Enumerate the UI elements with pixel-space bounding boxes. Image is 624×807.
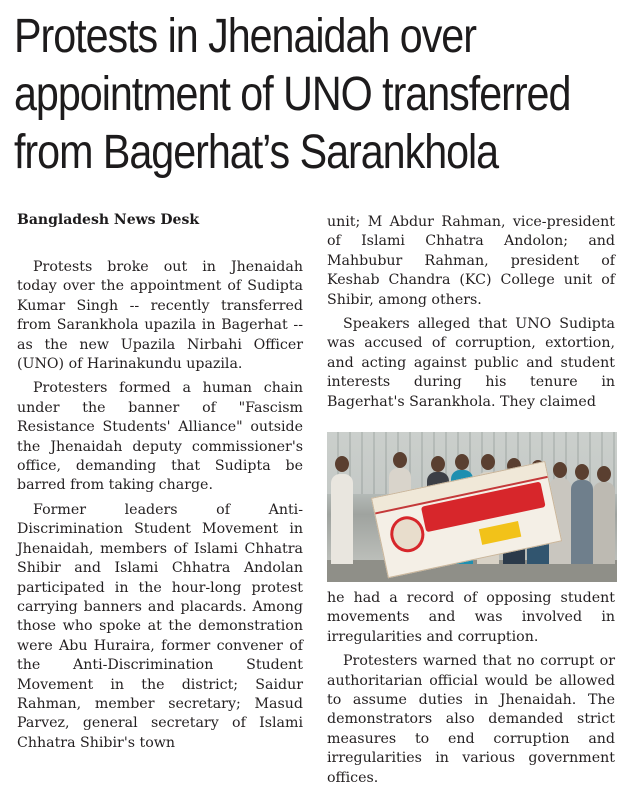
protest-photo [327, 432, 617, 582]
protester-figure [593, 482, 615, 564]
protester-head [575, 464, 589, 480]
protester-head [335, 456, 349, 472]
paragraph: unit; M Abdur Rahman, vice-president of Islami Chhatra Andolon; and Mahbubur Rahman, president of Keshab Chandra (KC) College unit of Shibir, among others. [327, 214, 615, 308]
paragraph: Protesters formed a human chain under the banner of "Fascism Resistance Students' Alliance" outside the Jhenaidah deputy commissioner's office, demanding that Sudipta be barred from taking charge. [17, 380, 303, 494]
article-column-right-lower [327, 589, 615, 788]
banner-yellow-panel [479, 521, 521, 545]
article-column-left [17, 258, 303, 753]
paragraph: Protests broke out in Jhenaidah today over the appointment of Sudipta Kumar Singh -- recently transferred from Sarankhola upazila in Bagerhat -- as the new Upazila Nirbahi Officer (UNO) of Harinakundu upazila. [17, 259, 303, 373]
headline-line-1: Protests in Jhenaidah over [14, 10, 476, 63]
protester-head [455, 454, 469, 470]
headline-line-3: from Bagerhat’s Sarankhola [14, 126, 499, 179]
paragraph: he had a record of opposing student movements and was involved in irregularities and corruption. [327, 590, 615, 645]
headline-line-2: appointment of UNO transferred [14, 68, 571, 121]
protester-head [597, 466, 611, 482]
byline: Bangladesh News Desk [17, 212, 200, 228]
paragraph: Speakers alleged that UNO Sudipta was accused of corruption, extortion, and acting against public and student interests during his tenure in Bagerhat's Sarankhola. They claimed [327, 316, 615, 410]
banner-emblem [387, 513, 428, 555]
article-headline [14, 8, 571, 182]
protester-figure [571, 480, 593, 564]
protester-head [393, 452, 407, 468]
paragraph: Former leaders of Anti-Discrimination Student Movement in Jhenaidah, members of Islami Chhatra Shibir and Islami Chhatra Andolan participated in the hour-long protest carrying banners and placards. Among those who spoke at the demonstration were Abu Huraira, former convener of the Anti-Discrimination Student Movement in the district; Saidur Rahman, member secretary; Masud Parvez, general secretary of Islami Chhatra Shibir's town [17, 501, 303, 751]
article-column-right [327, 213, 615, 412]
protester-figure [331, 474, 353, 564]
protester-head [481, 454, 495, 470]
protester-head [431, 456, 445, 472]
protester-head [553, 462, 567, 478]
paragraph: Protesters warned that no corrupt or authoritarian official would be allowed to assume duties in Jhenaidah. The demonstrators also demanded strict measures to end corruption and irregularities in various government offices. [327, 653, 615, 786]
